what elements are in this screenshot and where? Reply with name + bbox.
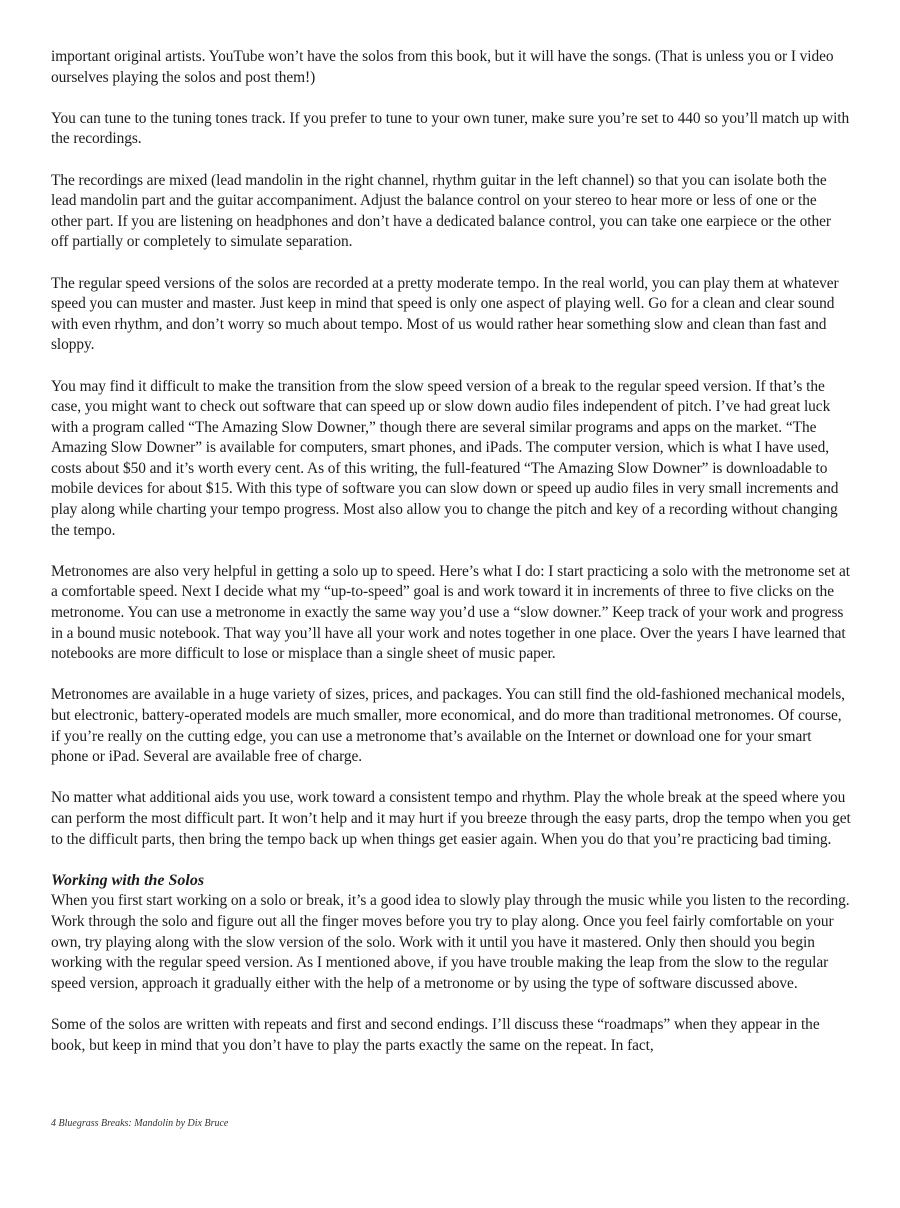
page-footer: 4 Bluegrass Breaks: Mandolin by Dix Bruce <box>51 1118 229 1129</box>
section-heading: Working with the Solos <box>51 871 205 889</box>
paragraph-slow-downer: You may find it difficult to make the transition from the slow speed version of a break to the regular speed version. If that’s the case, you might want to check out software that can speed up or slow down audio files independent of pitch. I’ve had great luck with a program called “The Amazing Slow Downer,” though there are several similar programs and apps on the market. “The Amazing Slow Downer” is available for computers, smart phones, and iPads. The computer version, which is what I have used, costs about $50 and it’s worth every cent. As of this writing, the full-featured “The Amazing Slow Downer” is downloadable to mobile devices for about $15. With this type of software you can slow down or speed up audio files in very small increments and play along while charting your tempo progress. Most also allow you to change the pitch and key of a recording without changing the tempo. <box>51 377 839 539</box>
paragraph-working-solos: When you first start working on a solo or break, it’s a good idea to slowly play through the music while you listen to the recording. Work through the solo and figure out all the finger moves before you try to play along. Once you feel fairly comfortable on your own, try playing along with the slow version of the solo. Work with it until you have it mastered. Only then should you begin working with the regular speed version. As I mentioned above, if you have trouble making the leap from the slow to the regular speed version, approach it gradually either with the help of a metronome or by using the type of software discussed above. <box>51 892 850 992</box>
paragraph-repeats: Some of the solos are written with repeats and first and second endings. I’ll discuss these “roadmaps” when they appear in the book, but keep in mind that you don’t have to play the parts exactly the same on the repeat. In fact, <box>51 1015 820 1054</box>
paragraph-regular-speed: The regular speed versions of the solos are recorded at a pretty moderate tempo. In the real world, you can play them at whatever speed you can muster and master. Just keep in mind that speed is only one aspect of playing well. Go for a clean and clear sound with even rhythm, and don’t worry so much about tempo. Most of us would rather hear something slow and clean than fast and sloppy. <box>51 274 839 354</box>
paragraph-metronome-types: Metronomes are available in a huge variety of sizes, prices, and packages. You can still find the old-fashioned mechanical models, but electronic, battery-operated models are much smaller, more economical, and do more than traditional metronomes. Of course, if you’re really on the cutting edge, you can use a metronome that’s available on the Internet or download one for your smart phone or iPad. Several are available free of charge. <box>51 686 845 766</box>
paragraph-metronome-practice: Metronomes are also very helpful in getting a solo up to speed. Here’s what I do: I start practicing a solo with the metronome set at a comfortable speed. Next I decide what my “up-to-speed” goal is and work toward it in increments of three to five clicks on the metronome. You can use a metronome in exactly the same way you’d use a “slow downer.” Keep track of your work and progress in a bound music notebook. That way you’ll have all your work and notes together in one place. Over the years I have learned that notebooks are more difficult to lose or misplace than a single sheet of music paper. <box>51 562 850 663</box>
paragraph-consistent-tempo: No matter what additional aids you use, work toward a consistent tempo and rhythm. Play the whole break at the speed where you can perform the most difficult part. It won’t help and it may hurt if you breeze through the easy parts, drop the tempo when you get to the difficult parts, then bring the tempo back up when things get easier again. When you do that you’re practicing bad timing. <box>51 789 851 848</box>
page-body <box>51 47 851 1077</box>
paragraph-youtube: important original artists. YouTube won’t have the solos from this book, but it will have the songs. (That is unless you or I video ourselves playing the solos and post them!) <box>51 48 834 86</box>
paragraph-tuning: You can tune to the tuning tones track. If you prefer to tune to your own tuner, make sure you’re set to 440 so you’ll match up with the recordings. <box>51 109 850 148</box>
paragraph-recordings-mix: The recordings are mixed (lead mandolin in the right channel, rhythm guitar in the left channel) so that you can isolate both the lead mandolin part and the guitar accompaniment. Adjust the balance control on your stereo to hear more or less of one or the other part. If you are listening on headphones and don’t have a dedicated balance control, you can take one earpiece or the other off partially or completely to simulate separation. <box>51 171 831 251</box>
